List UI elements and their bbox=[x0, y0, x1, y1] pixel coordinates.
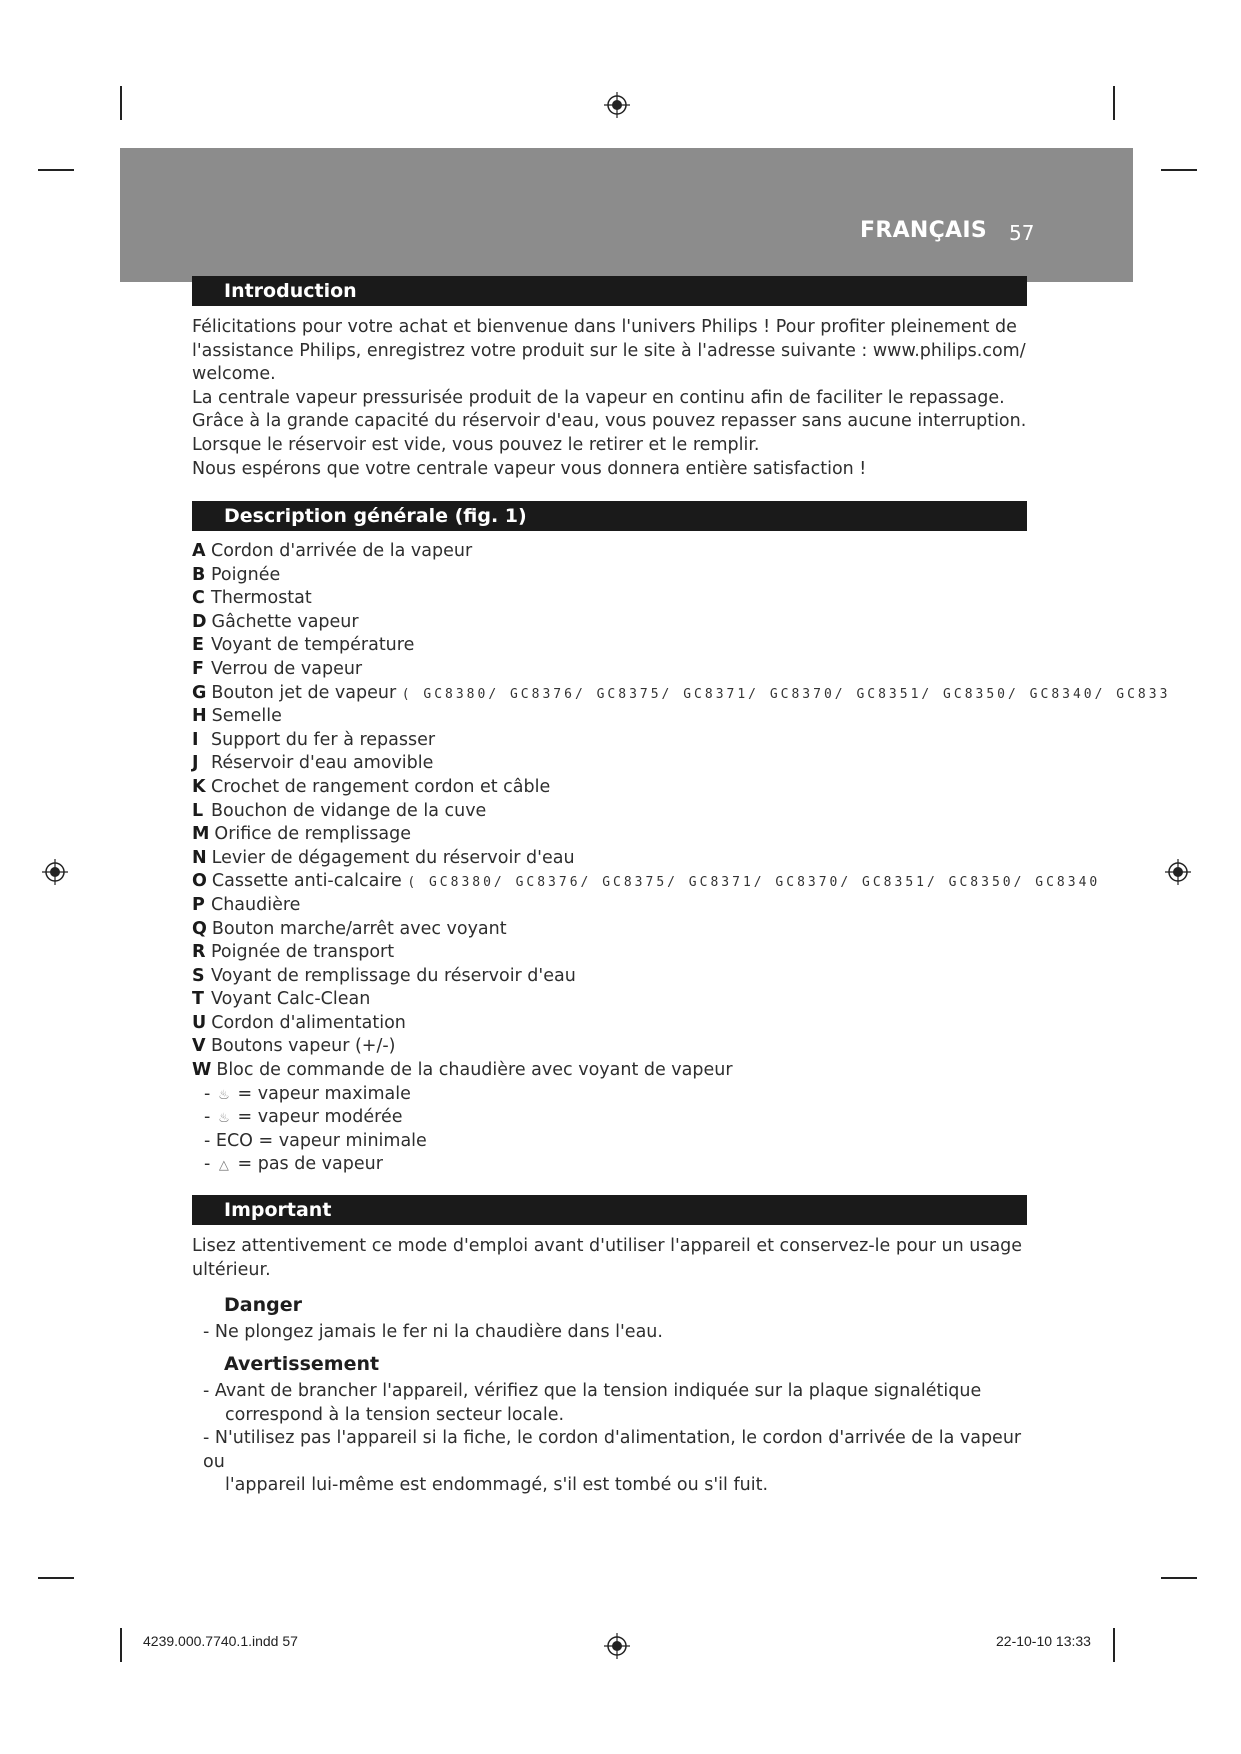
header-language: FRANÇAIS bbox=[860, 218, 988, 243]
item-text: Boutons vapeur (+/-) bbox=[211, 1036, 396, 1057]
list-item bbox=[192, 634, 1241, 658]
important-intro: Lisez attentivement ce mode d'emploi avant d'utiliser l'appareil et conservez-le pour un usage ultérieur. bbox=[192, 1236, 1023, 1280]
page-number: 57 bbox=[1009, 221, 1035, 245]
item-text: Chaudière bbox=[211, 894, 301, 915]
danger-heading: Danger bbox=[224, 1294, 302, 1316]
paragraph: Nous espérons que votre centrale vapeur vous donnera entière satisfaction ! bbox=[192, 458, 867, 479]
item-text: Support du fer à repasser bbox=[211, 729, 436, 750]
list-item bbox=[192, 941, 1241, 965]
item-letter: J bbox=[192, 753, 199, 774]
item-letter: H bbox=[192, 706, 207, 727]
list-item bbox=[192, 540, 1241, 564]
registration-mark-icon bbox=[42, 859, 68, 885]
item-text: Gâchette vapeur bbox=[211, 611, 359, 632]
list-item bbox=[192, 682, 1241, 706]
item-letter: K bbox=[192, 776, 206, 797]
list-item bbox=[192, 823, 1241, 847]
paragraph: Félicitations pour votre achat et bienvenue dans l'univers Philips ! Pour profiter pleinement de l'assistance Philips, enregistrez votre produit sur le site à l'adresse suivante : www.philips.com/ welcome. bbox=[192, 317, 1026, 385]
item-text: Voyant de température bbox=[211, 635, 415, 656]
crop-mark bbox=[38, 1577, 74, 1579]
list-item bbox=[192, 800, 1241, 824]
moderate-steam-icon: ♨ bbox=[218, 1111, 230, 1127]
item-text: Thermostat bbox=[211, 588, 312, 609]
crop-mark bbox=[120, 86, 122, 120]
dash: - bbox=[204, 1130, 211, 1151]
item-letter: U bbox=[192, 1012, 207, 1033]
list-item bbox=[192, 729, 1241, 753]
registration-mark-icon bbox=[604, 1633, 630, 1659]
item-letter: F bbox=[192, 658, 204, 679]
bullet-item: - N'utilisez pas l'appareil si la fiche, le cordon d'alimentation, le cordon d'arrivée de la vapeur ou bbox=[203, 1428, 1022, 1472]
section-title-introduction: Introduction bbox=[192, 276, 1027, 306]
list-item bbox=[192, 587, 1241, 611]
model-numbers: ( GC8380/ GC8376/ GC8375/ GC8371/ GC8370/ GC8351/ GC8350/ GC8340 bbox=[407, 875, 1101, 891]
item-letter: W bbox=[192, 1060, 212, 1081]
crop-mark bbox=[38, 169, 74, 171]
crop-mark bbox=[120, 1628, 122, 1662]
list-item bbox=[192, 564, 1241, 588]
sub-item-text: = vapeur maximale bbox=[237, 1083, 411, 1104]
item-letter: I bbox=[192, 729, 199, 750]
crop-mark bbox=[1161, 1577, 1197, 1579]
bullet-item-continuation: l'appareil lui-même est endommagé, s'il est tombé ou s'il fuit. bbox=[225, 1475, 769, 1496]
item-letter: T bbox=[192, 989, 204, 1010]
item-text: Voyant Calc-Clean bbox=[211, 989, 371, 1010]
sub-item-text: = vapeur modérée bbox=[237, 1107, 403, 1128]
item-letter: M bbox=[192, 824, 210, 845]
item-letter: N bbox=[192, 847, 207, 868]
item-letter: P bbox=[192, 894, 205, 915]
item-text: Cassette anti-calcaire bbox=[211, 871, 402, 892]
bullet-item-continuation: correspond à la tension secteur locale. bbox=[225, 1404, 565, 1425]
list-item bbox=[192, 611, 1241, 635]
section-title-description: Description générale (fig. 1) bbox=[192, 501, 1027, 531]
item-text: Bloc de commande de la chaudière avec voyant de vapeur bbox=[216, 1060, 733, 1081]
item-text: Voyant de remplissage du réservoir d'eau bbox=[211, 965, 576, 986]
sub-item-text: ECO = vapeur minimale bbox=[215, 1130, 427, 1151]
dash: - bbox=[204, 1154, 211, 1175]
section-title-important: Important bbox=[192, 1195, 1027, 1225]
introduction-text bbox=[192, 316, 1042, 481]
dash: - bbox=[204, 1083, 211, 1104]
no-steam-icon: △ bbox=[218, 1158, 229, 1174]
item-text: Verrou de vapeur bbox=[211, 658, 363, 679]
paragraph: La centrale vapeur pressurisée produit de la vapeur en continu afin de faciliter le repassage. Grâce à la grande capacité du réservoir d'eau, vous pouvez repasser sans aucune interruption. Lorsque le réservoir est vide, vous pouvez le retirer et le remplir. bbox=[192, 387, 1027, 455]
bullet-item: - Avant de brancher l'appareil, vérifiez que la tension indiquée sur la plaque signalétique bbox=[203, 1381, 982, 1401]
item-letter: O bbox=[192, 871, 207, 892]
sub-item bbox=[192, 1153, 1241, 1177]
list-item bbox=[192, 870, 1241, 894]
bullet-item: - Ne plongez jamais le fer ni la chaudière dans l'eau. bbox=[203, 1322, 663, 1342]
sub-item bbox=[192, 1083, 1241, 1107]
item-letter: L bbox=[192, 800, 204, 821]
item-text: Semelle bbox=[211, 706, 282, 727]
list-item bbox=[192, 918, 1241, 942]
footer-timestamp: 22-10-10 13:33 bbox=[996, 1633, 1091, 1649]
item-letter: V bbox=[192, 1036, 206, 1057]
model-numbers: ( GC8380/ GC8376/ GC8375/ GC8371/ GC8370/ GC8351/ GC8350/ GC8340/ GC833 bbox=[401, 686, 1171, 702]
list-item bbox=[192, 1012, 1241, 1036]
item-text: Cordon d'alimentation bbox=[211, 1012, 406, 1033]
footer-file-info: 4239.000.7740.1.indd 57 bbox=[143, 1633, 298, 1649]
sub-item-text: = pas de vapeur bbox=[237, 1154, 383, 1175]
warning-list bbox=[203, 1380, 1033, 1498]
item-text: Poignée bbox=[211, 564, 281, 585]
registration-mark-icon bbox=[604, 92, 630, 118]
warning-heading: Avertissement bbox=[224, 1353, 380, 1375]
item-letter: S bbox=[192, 965, 205, 986]
list-item bbox=[192, 776, 1241, 800]
list-item bbox=[192, 965, 1241, 989]
item-letter: C bbox=[192, 588, 205, 609]
item-letter: A bbox=[192, 541, 206, 561]
item-text: Bouton marche/arrêt avec voyant bbox=[211, 918, 507, 939]
item-text: Levier de dégagement du réservoir d'eau bbox=[211, 847, 575, 868]
sub-item bbox=[192, 1130, 1241, 1154]
list-item bbox=[192, 894, 1241, 918]
list-item bbox=[192, 705, 1241, 729]
crop-mark bbox=[1161, 169, 1197, 171]
list-item bbox=[192, 1059, 1241, 1083]
item-letter: E bbox=[192, 635, 204, 656]
item-letter: G bbox=[192, 682, 207, 703]
list-item bbox=[192, 988, 1241, 1012]
crop-mark bbox=[1113, 86, 1115, 120]
list-item bbox=[192, 847, 1241, 871]
item-text: Bouchon de vidange de la cuve bbox=[211, 800, 487, 821]
item-letter: R bbox=[192, 942, 206, 963]
item-text: Bouton jet de vapeur bbox=[211, 682, 397, 703]
header-band bbox=[120, 148, 1133, 282]
danger-list bbox=[203, 1321, 1033, 1345]
dash: - bbox=[204, 1107, 211, 1128]
item-text: Crochet de rangement cordon et câble bbox=[211, 776, 551, 797]
list-item bbox=[192, 658, 1241, 682]
item-text: Poignée de transport bbox=[211, 942, 395, 963]
max-steam-icon: ♨ bbox=[218, 1087, 230, 1103]
sub-item bbox=[192, 1106, 1241, 1130]
list-item bbox=[192, 752, 1241, 776]
crop-mark bbox=[1113, 1628, 1115, 1662]
item-letter: Q bbox=[192, 918, 207, 939]
item-text: Cordon d'arrivée de la vapeur bbox=[211, 541, 473, 561]
item-text: Orifice de remplissage bbox=[214, 824, 411, 845]
item-letter: B bbox=[192, 564, 206, 585]
description-list bbox=[192, 540, 1241, 1177]
item-text: Réservoir d'eau amovible bbox=[211, 753, 434, 774]
list-item bbox=[192, 1035, 1241, 1059]
item-letter: D bbox=[192, 611, 207, 632]
